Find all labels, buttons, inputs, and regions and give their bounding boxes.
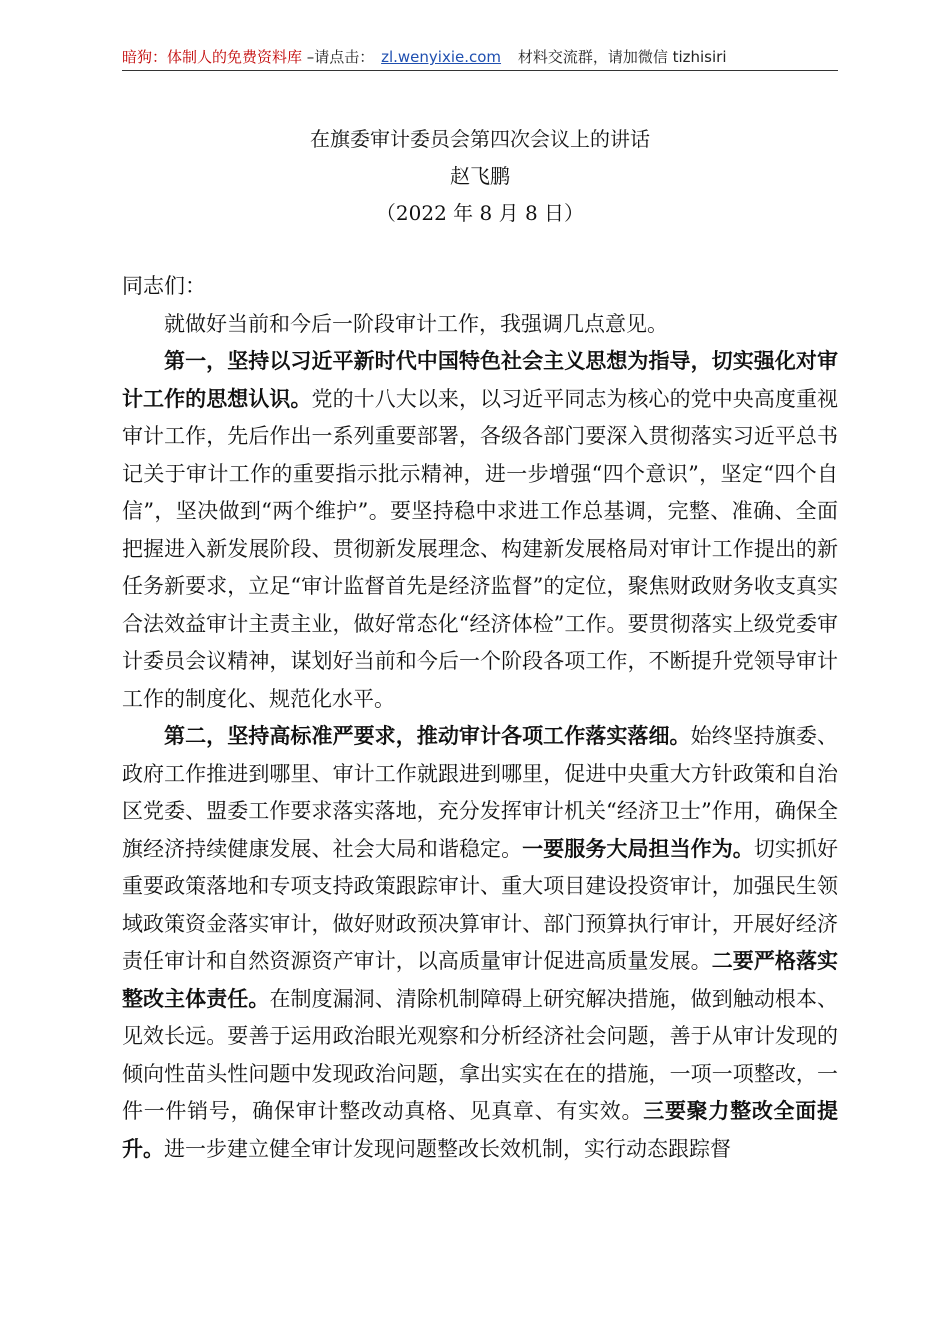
header-site-name: 暗狗：体制人的免费资料库 <box>122 48 303 66</box>
point-3-text: 进一步建立健全审计发现问题整改长效机制，实行动态跟踪督 <box>164 1136 731 1161</box>
paragraph-1 <box>122 343 838 718</box>
paragraph-2 <box>122 718 838 1168</box>
header-divider <box>122 70 838 71</box>
point-1-heading: 一要服务大局担当作为。 <box>522 836 754 861</box>
paragraph-2-text: 始终坚持旗委、政府工作推进到哪里、审计工作就跟进到哪里，促进中央重大方针政策和自治区党委、盟委工作要求落实落地，充分发挥审计机关“经济卫士”作用，确保全旗经济持续健康发展、社会大局和谐稳定。 <box>122 724 839 861</box>
point-2-heading: 二要严格落实整改主体责任。 <box>122 949 839 1011</box>
point-2-text: 在制度漏洞、清除机制障碍上研究解决措施，做到触动根本、见效长远。要善于运用政治眼光观察和分析经济社会问题，善于从审计发现的倾向性苗头性问题中发现政治问题，拿出实实在在的措施，一项一项整改，一件一件销号，确保审计整改动真格、见真章、有实效。 <box>122 986 839 1123</box>
doc-body <box>122 268 838 1168</box>
point-3-heading: 三要聚力整改全面提升。 <box>122 1099 838 1161</box>
header-click-prompt: –请点击： <box>306 48 375 66</box>
intro-paragraph: 就做好当前和今后一阶段审计工作，我强调几点意见。 <box>164 311 668 336</box>
greeting: 同志们： <box>122 274 206 298</box>
doc-date: （2022 年 8 月 8 日） <box>375 201 585 225</box>
point-1-text: 切实抓好重要政策落地和专项支持政策跟踪审计、重大项目建设投资审计，加强民生领域政策资金落实审计，做好财政预决算审计、部门预算执行审计，开展好经济责任审计和自然资源资产审计，以高质量审计促进高质量发展。 <box>122 836 839 973</box>
paragraph-1-heading: 第一，坚持以习近平新时代中国特色社会主义思想为指导，切实强化对审计工作的思想认识。 <box>122 349 838 411</box>
page-header <box>122 46 838 72</box>
doc-title: 在旗委审计委员会第四次会议上的讲话 <box>310 127 650 151</box>
header-link[interactable]: zl.wenyixie.com <box>381 48 502 66</box>
paragraph-2-heading: 第二，坚持高标准严要求，推动审计各项工作落实落细。 <box>164 724 691 748</box>
header-group-note: 材料交流群，请加微信 tizhisiri <box>517 48 727 66</box>
paragraph-1-text: 党的十八大以来，以习近平同志为核心的党中央高度重视审计工作，先后作出一系列重要部署，各级各部门要深入贯彻落实习近平总书记关于审计工作的重要指示批示精神，进一步增强“四个意识”，坚定“四个自信”，坚决做到“两个维护”。要坚持稳中求进工作总基调，完整、准确、全面把握进入新发展阶段、贯彻新发展理念、构建新发展格局对审计工作提出的新任务新要求，立足“审计监督首先是经济监督”的定位，聚焦财政财务收支真实合法效益审计主责主业，做好常态化“经济体检”工作。要贯彻落实上级党委审计委员会议精神，谋划好当前和今后一个阶段各项工作，不断提升党领导审计工作的制度化、规范化水平。 <box>122 386 838 711</box>
doc-author: 赵飞鹏 <box>450 164 510 188</box>
